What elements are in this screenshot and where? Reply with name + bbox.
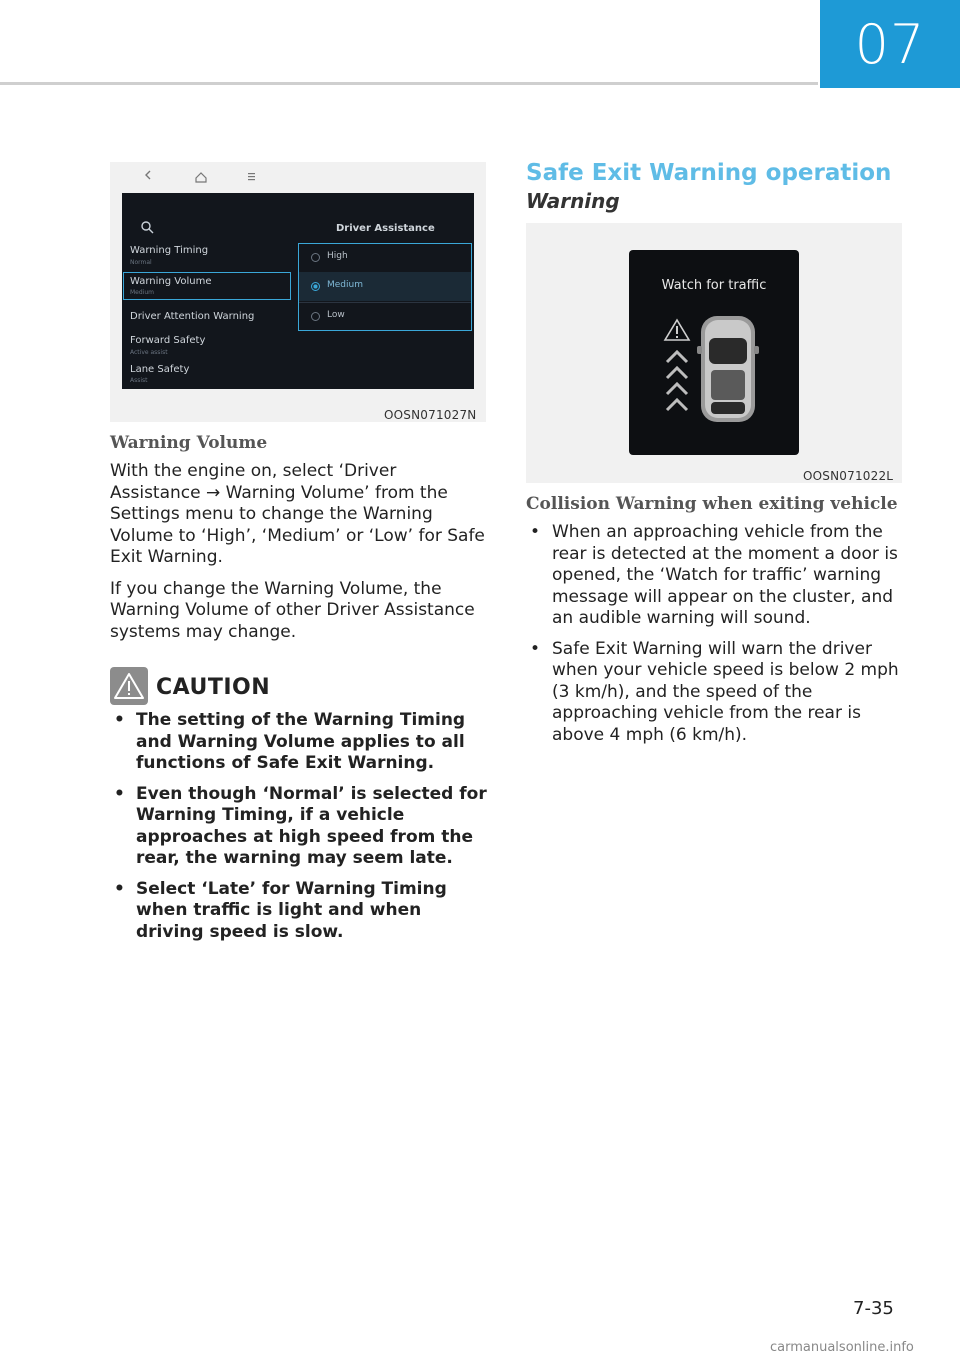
heading-warning-volume: Warning Volume bbox=[110, 433, 268, 453]
figure2-caption: OOSN071022L bbox=[803, 469, 894, 483]
nav-icons bbox=[110, 162, 486, 192]
bullet-item: • Safe Exit Warning will warn the driver when your vehicle speed is below 2 mph (3 km/h), and the speed of the approaching vehicle from the rear is above 4 mph (6 km/h). bbox=[526, 639, 902, 747]
cluster-screen bbox=[629, 250, 799, 455]
section-subtitle: Warning bbox=[526, 189, 620, 213]
header-rule bbox=[0, 82, 818, 85]
chapter-tab bbox=[820, 0, 960, 88]
paragraph: With the engine on, select ‘Driver Assistance → Warning Volume’ from the Settings menu to change the Warning Volume to ‘High’, ‘Medium’ or ‘Low’ for Safe Exit Warning. bbox=[110, 461, 485, 567]
warning-triangle-icon bbox=[110, 667, 148, 705]
menu-sub-warning-volume: Medium bbox=[130, 289, 154, 296]
chapter-number: 07 bbox=[854, 12, 926, 76]
options-panel bbox=[298, 243, 472, 331]
caution-title: CAUTION bbox=[156, 675, 271, 700]
car-icon bbox=[697, 316, 759, 422]
caution-item: • Even though ‘Normal’ is selected for Warning Timing, if a vehicle approaches at high speed from the rear, the warning may seem late. bbox=[110, 784, 490, 870]
caution-item: • The setting of the Warning Timing and Warning Volume applies to all functions of Safe Exit Warning. bbox=[110, 710, 490, 775]
menu-icon bbox=[248, 173, 255, 180]
caution-box bbox=[110, 667, 148, 705]
back-icon bbox=[146, 171, 150, 179]
approach-chevrons-icon bbox=[667, 352, 687, 410]
figure-watch-for-traffic bbox=[526, 223, 902, 483]
settings-screen: Driver Assistance Warning Timing Normal Warning Volume Medium Driver Attention Warning Forward Safety Active assist Lane Safety Assist High Medium Low bbox=[122, 193, 474, 389]
warning-volume-text bbox=[110, 461, 486, 653]
section-title: Safe Exit Warning operation bbox=[526, 160, 892, 186]
watermark: carmanualsonline.info bbox=[770, 1340, 914, 1355]
option-high-radio bbox=[311, 253, 320, 262]
option-medium-radio bbox=[311, 282, 320, 291]
screen-message: Watch for traffic bbox=[661, 278, 767, 293]
heading-collision-warning: Collision Warning when exiting vehicle bbox=[526, 494, 898, 514]
option-low: Low bbox=[327, 310, 345, 320]
home-icon bbox=[196, 173, 206, 182]
caution-item: • Select ‘Late’ for Warning Timing when traffic is light and when driving speed is slow. bbox=[110, 879, 490, 944]
option-high: High bbox=[327, 251, 348, 261]
figure-warning-volume bbox=[110, 162, 486, 422]
option-medium: Medium bbox=[327, 280, 363, 290]
menu-label-warning-volume: Warning Volume bbox=[130, 276, 212, 287]
menu-item-driver-attention: Driver Attention Warning bbox=[130, 311, 255, 322]
paragraph: If you change the Warning Volume, the Warning Volume of other Driver Assistance systems may change. bbox=[110, 578, 475, 642]
figure1-caption: OOSN071027N bbox=[384, 408, 477, 422]
option-low-radio bbox=[311, 312, 320, 321]
bullet-item: • When an approaching vehicle from the rear is detected at the moment a door is opened, the ‘Watch for traffic’ warning message will appear on the cluster, and an audible warning will sound. bbox=[526, 522, 902, 630]
collision-warning-list bbox=[526, 522, 902, 755]
caution-list bbox=[110, 710, 490, 952]
warning-triangle-icon bbox=[665, 320, 689, 340]
search-icon bbox=[140, 220, 154, 234]
screen-title: Driver Assistance bbox=[336, 223, 435, 234]
page-number: 7-35 bbox=[853, 1298, 894, 1319]
car-top-view-icon bbox=[629, 250, 799, 455]
